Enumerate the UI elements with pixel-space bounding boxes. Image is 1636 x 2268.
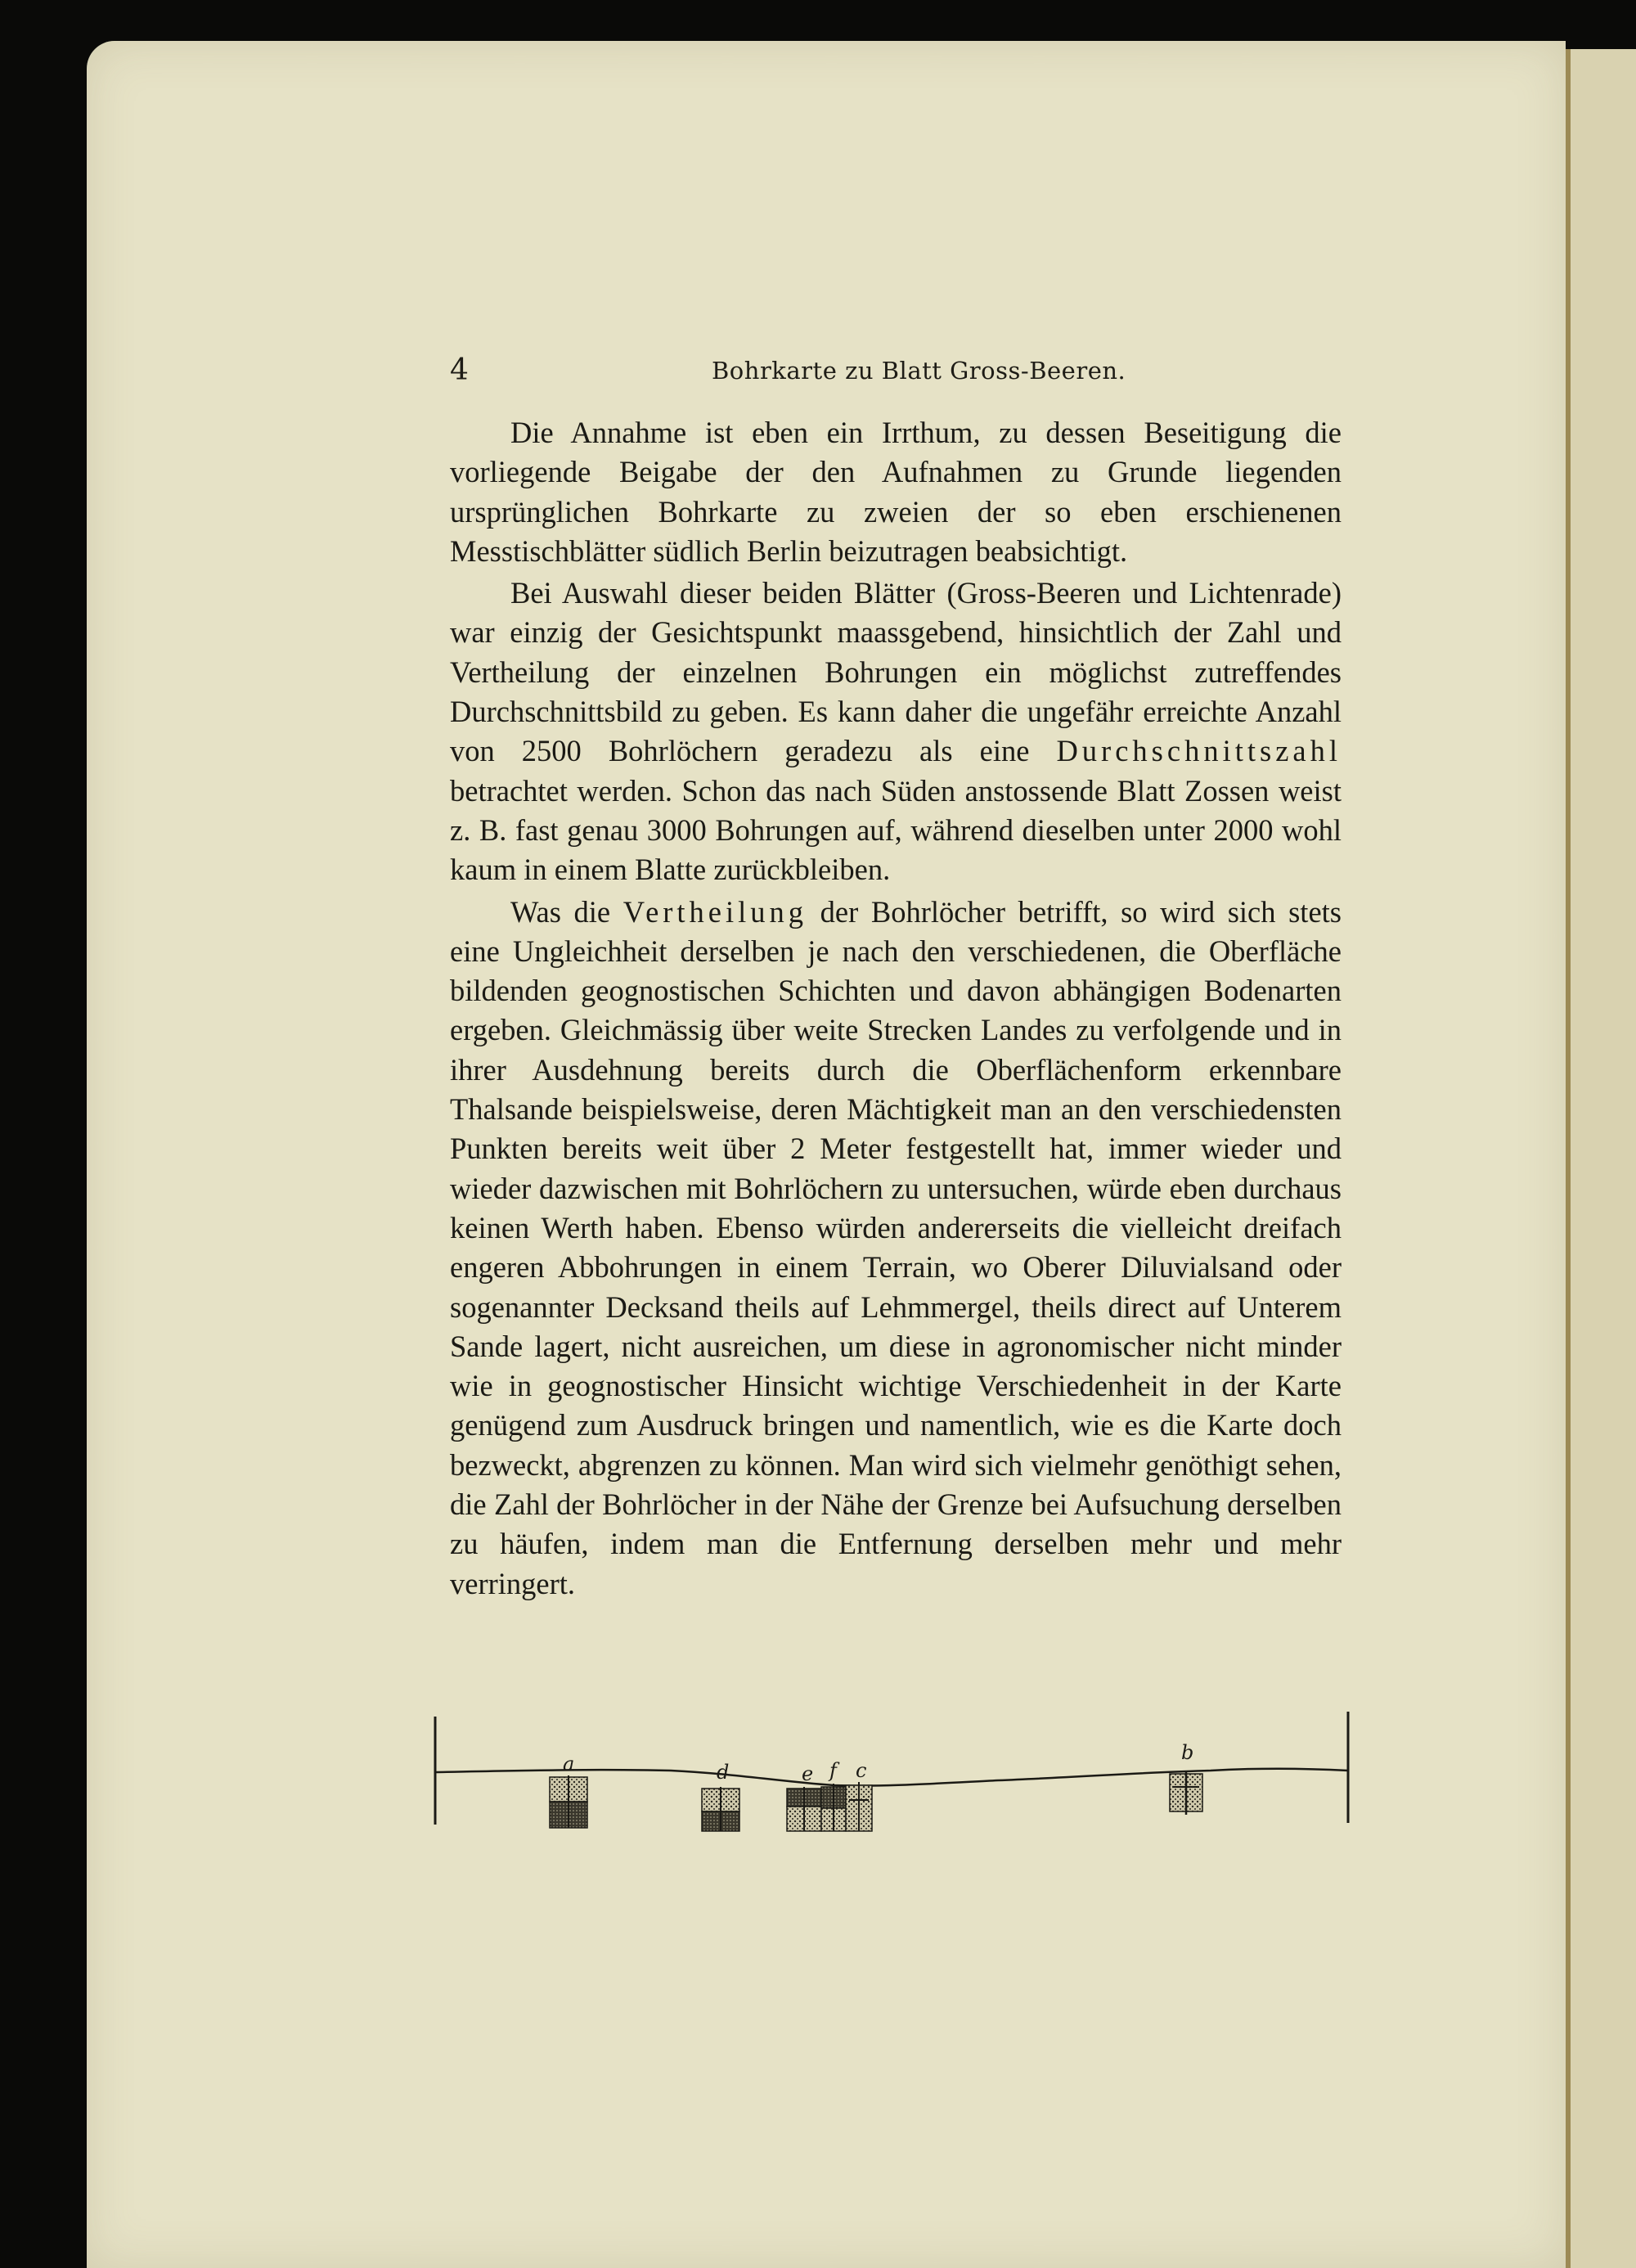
borehole-b <box>1170 1741 1202 1815</box>
paragraph-2-emphasis: Durchschnittszahl <box>1056 734 1342 768</box>
borehole-e <box>787 1762 821 1831</box>
paragraph-3-text-a: Was die <box>510 894 623 929</box>
label-f: f <box>829 1759 837 1782</box>
paragraph-3 <box>450 893 1342 1604</box>
label-c: c <box>856 1759 867 1782</box>
body-text <box>450 413 1342 1604</box>
label-d: d <box>717 1761 730 1784</box>
paragraph-3-emphasis: Vertheilung <box>622 894 808 929</box>
running-title: Bohrkarte zu Blatt Gross-Beeren. <box>712 357 1126 385</box>
label-e: e <box>802 1762 814 1785</box>
borehole-c <box>846 1759 872 1831</box>
borehole-a <box>550 1753 587 1828</box>
borehole-d <box>702 1761 739 1831</box>
paragraph-2-text-b: betrachtet werden. Schon das nach Süden anstossende Blatt Zossen weist z. B. fast genau 3000 Bohrungen auf, während dieselben unter 2000 wohl kaum in einem Blatte zurückbleiben. <box>450 773 1342 887</box>
page-header <box>450 353 1350 403</box>
borehole-profile-figure <box>425 1702 1358 1849</box>
paragraph-2 <box>450 574 1342 889</box>
label-b: b <box>1181 1741 1194 1764</box>
borehole-f <box>821 1759 846 1831</box>
paragraph-2-text-a: Bei Auswahl dieser beiden Blätter (Gross-Beeren und Lichtenrade) war einzig der Gesichtspunkt maassgebend, hinsichtlich der Zahl und Vertheilung der einzelnen Bohrungen ein möglichst zutreffendes Durchschnittsbild zu geben. Es kann daher die ungefähr erreichte Anzahl von 2500 Bohrlöchern geradezu als eine <box>450 576 1342 768</box>
paragraph-3-text-b: der Bohrlöcher betrifft, so wird sich stets eine Ungleichheit derselben je nach den verschiedenen, die Oberfläche bildenden geognostischen Schichten und davon abhängigen Bodenarten ergeben. Gleichmässig über weite Strecken Landes zu verfolgende und in ihrer Ausdehnung bereits durch die Oberflächenform erkennbare Thalsande beispielsweise, deren Mächtigkeit man an den verschiedensten Punkten bereits weit über 2 Meter festgestellt hat, immer wieder und wieder dazwischen mit Bohrlöchern zu untersuchen, würde eben durchaus keinen Werth haben. Ebenso würden andererseits die vielleicht dreifach engeren Abbohrungen in einem Terrain, wo Oberer Diluvialsand oder sogenannter Decksand theils auf Lehmmergel, theils direct auf Unterem Sande lagert, nicht ausreichen, um diese in agronomischer nicht minder wie in geognostischer Hinsicht wichtige Verschiedenheit in der Karte genügend zum Ausdruck bringen und namentlich, wie es die Karte doch bezweckt, abgrenzen zu können. Man wird sich vielmehr genöthigt sehen, die Zahl der Bohrlöcher in der Nähe der Grenze bei Aufsuchung derselben zu häufen, indem man die Entfernung derselben mehr und mehr verringert. <box>450 894 1342 1600</box>
paragraph-1: Die Annahme ist eben ein Irrthum, zu dessen Beseitigung die vorliegende Beigabe der den Aufnahmen zu Grunde liegenden ursprünglichen Bohrkarte zu zweien der so eben erschienenen Messtischblätter südlich Berlin beizutragen beabsichtigt. <box>450 416 1342 568</box>
label-a: a <box>563 1753 575 1775</box>
page-number: 4 <box>450 353 469 387</box>
adjacent-page-edge <box>1566 49 1636 2268</box>
